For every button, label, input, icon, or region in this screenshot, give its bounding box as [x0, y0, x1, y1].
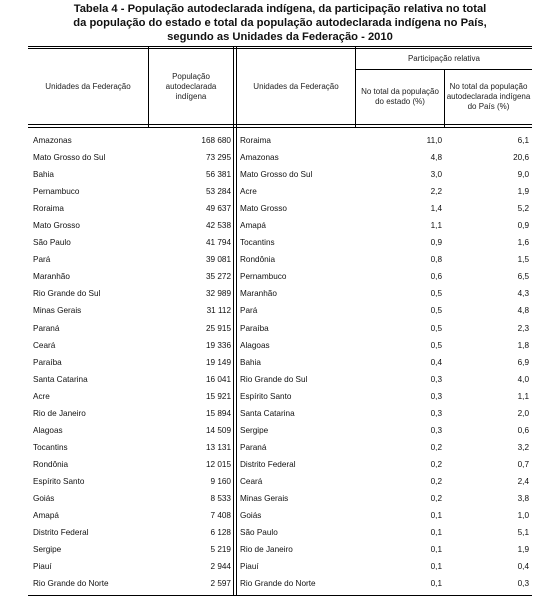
cell-uf2: Alagoas	[240, 340, 270, 350]
cell-estado: 0,2	[430, 493, 442, 503]
table-row	[0, 354, 560, 371]
cell-uf2: Sergipe	[240, 425, 269, 435]
cell-uf: Rondônia	[33, 459, 69, 469]
cell-pop: 25 915	[205, 323, 231, 333]
cell-estado: 0,3	[430, 391, 442, 401]
cell-pop: 7 408	[210, 511, 231, 521]
cell-uf2: Pará	[240, 306, 258, 316]
cell-estado: 4,8	[430, 153, 442, 163]
cell-uf: Maranhão	[33, 272, 70, 282]
table-row	[0, 320, 560, 337]
table-bottom-rule	[28, 595, 532, 596]
cell-estado: 0,5	[430, 340, 442, 350]
cell-pais: 20,6	[513, 153, 529, 163]
cell-estado: 0,2	[430, 459, 442, 469]
cell-pop: 73 295	[205, 153, 231, 163]
table-top-rule	[28, 46, 532, 47]
cell-estado: 0,1	[430, 562, 442, 572]
header-estado: No total da população do estado (%)	[361, 87, 439, 106]
cell-pais: 0,7	[517, 459, 529, 469]
cell-uf2: Distrito Federal	[240, 459, 296, 469]
cell-pais: 9,0	[517, 170, 529, 180]
cell-uf: Roraima	[33, 204, 64, 214]
cell-uf2: Paraná	[240, 442, 267, 452]
cell-uf2: Santa Catarina	[240, 408, 295, 418]
cell-pais: 0,6	[517, 425, 529, 435]
cell-uf2: Rio Grande do Sul	[240, 374, 308, 384]
table-row	[0, 183, 560, 200]
header-populacao: População autodeclarada indígena	[165, 71, 217, 101]
cell-estado: 0,6	[430, 272, 442, 282]
cell-uf: Paraná	[33, 323, 60, 333]
table-row	[0, 524, 560, 541]
cell-pop: 6 128	[210, 528, 231, 538]
cell-uf: Ceará	[33, 340, 56, 350]
cell-estado: 0,5	[430, 323, 442, 333]
cell-uf: Mato Grosso do Sul	[33, 153, 106, 163]
table-row	[0, 507, 560, 524]
cell-uf2: Maranhão	[240, 289, 277, 299]
cell-pop: 53 284	[205, 187, 231, 197]
cell-uf2: Amapá	[240, 221, 266, 231]
cell-uf2: Espírito Santo	[240, 391, 292, 401]
table-row	[0, 405, 560, 422]
header-uf-right: Unidades da Federação	[253, 81, 339, 91]
cell-estado: 0,4	[430, 357, 442, 367]
table-row	[0, 251, 560, 268]
cell-pais: 4,8	[517, 306, 529, 316]
cell-uf: Amazonas	[33, 136, 72, 145]
table-title	[0, 2, 560, 44]
cell-pop: 41 794	[205, 238, 231, 248]
cell-pop: 19 149	[205, 357, 231, 367]
cell-uf2: Amazonas	[240, 153, 279, 163]
table-row	[0, 234, 560, 251]
table-row	[0, 575, 560, 592]
table-row	[0, 371, 560, 388]
cell-uf: Goiás	[33, 493, 55, 503]
table-row	[0, 388, 560, 405]
header-participacao: Participação relativa	[407, 54, 481, 63]
table-row	[0, 337, 560, 354]
cell-pais: 2,4	[517, 476, 529, 486]
cell-pais: 0,9	[517, 221, 529, 231]
cell-estado: 0,5	[430, 306, 442, 316]
cell-uf2: Paraíba	[240, 323, 269, 333]
table-body	[0, 132, 560, 592]
cell-pais: 6,9	[517, 357, 529, 367]
cell-pop: 8 533	[210, 493, 231, 503]
title-line-3: segundo as Unidades da Federação - 2010	[167, 31, 393, 43]
cell-uf: Mato Grosso	[33, 221, 80, 231]
cell-estado: 0,1	[430, 511, 442, 521]
cell-uf: Rio Grande do Norte	[33, 579, 109, 589]
cell-pais: 6,1	[517, 136, 529, 145]
cell-pop: 31 112	[206, 306, 231, 316]
cell-estado: 2,2	[430, 187, 442, 197]
cell-estado: 1,1	[430, 221, 442, 231]
cell-uf: Amapá	[33, 511, 59, 521]
cell-uf: Piauí	[33, 562, 52, 572]
cell-uf2: Bahia	[240, 357, 261, 367]
title-line-1: Tabela 4 - População autodeclarada indígena, da participação relativa no total	[73, 3, 487, 15]
table-row	[0, 149, 560, 166]
cell-pop: 14 509	[205, 425, 231, 435]
cell-pais: 0,3	[517, 579, 529, 589]
cell-pais: 5,2	[517, 204, 529, 214]
cell-uf2: Roraima	[240, 136, 271, 145]
cell-uf2: Ceará	[240, 476, 263, 486]
cell-uf: Rio de Janeiro	[33, 408, 86, 418]
cell-estado: 0,3	[430, 425, 442, 435]
cell-pop: 15 894	[205, 408, 231, 418]
cell-uf: Santa Catarina	[33, 374, 88, 384]
table-row	[0, 473, 560, 490]
cell-uf: Tocantins	[33, 442, 68, 452]
cell-uf2: Rio Grande do Norte	[240, 579, 316, 589]
cell-pop: 49 637	[205, 204, 231, 214]
cell-pais: 0,4	[517, 562, 529, 572]
cell-uf: Rio Grande do Sul	[33, 289, 101, 299]
cell-estado: 0,2	[430, 442, 442, 452]
cell-pais: 3,2	[517, 442, 529, 452]
cell-uf: Paraíba	[33, 357, 62, 367]
title-line-2: da população do estado e total da população autodeclarada indígena no País,	[73, 17, 487, 29]
cell-uf: Distrito Federal	[33, 528, 89, 538]
table-row	[0, 268, 560, 285]
table-row	[0, 166, 560, 183]
cell-uf2: São Paulo	[240, 528, 278, 538]
table-row	[0, 302, 560, 319]
table-row	[0, 558, 560, 575]
cell-pop: 42 538	[205, 221, 231, 231]
cell-pais: 5,1	[517, 528, 529, 538]
cell-pop: 15 921	[205, 391, 231, 401]
cell-estado: 11,0	[426, 136, 442, 145]
cell-pop: 39 081	[205, 255, 231, 265]
cell-pais: 2,3	[517, 323, 529, 333]
table-row	[0, 490, 560, 507]
header-bottom-rule-double	[28, 127, 532, 128]
cell-uf: São Paulo	[33, 238, 71, 248]
cell-pais: 1,9	[517, 187, 529, 197]
cell-pop: 13 131	[205, 442, 231, 452]
cell-estado: 0,2	[430, 476, 442, 486]
cell-pop: 19 336	[205, 340, 231, 350]
cell-pais: 4,3	[517, 289, 529, 299]
table-row	[0, 541, 560, 558]
header-bottom-rule	[28, 124, 532, 125]
cell-pop: 168 680	[201, 136, 231, 145]
cell-uf: Pará	[33, 255, 51, 265]
cell-uf2: Rio de Janeiro	[240, 545, 293, 555]
cell-pais: 6,5	[517, 272, 529, 282]
table-row	[0, 285, 560, 302]
cell-uf2: Minas Gerais	[240, 493, 289, 503]
cell-uf2: Rondônia	[240, 255, 276, 265]
cell-pop: 16 041	[205, 374, 231, 384]
cell-uf: Acre	[33, 391, 50, 401]
cell-pop: 12 015	[205, 459, 231, 469]
cell-pop: 2 944	[210, 562, 231, 572]
cell-uf2: Acre	[240, 187, 257, 197]
table-row	[0, 439, 560, 456]
cell-uf2: Mato Grosso	[240, 204, 287, 214]
cell-estado: 0,9	[430, 238, 442, 248]
table-row	[0, 217, 560, 234]
cell-uf2: Goiás	[240, 511, 262, 521]
cell-pop: 2 597	[210, 579, 231, 589]
cell-pais: 1,5	[517, 255, 529, 265]
cell-pais: 1,0	[517, 511, 529, 521]
cell-pais: 2,0	[517, 408, 529, 418]
cell-pais: 1,8	[517, 340, 529, 350]
cell-estado: 0,8	[430, 255, 442, 265]
table-row	[0, 132, 560, 149]
cell-pais: 3,8	[517, 493, 529, 503]
cell-uf2: Pernambuco	[240, 272, 287, 282]
cell-pop: 32 989	[205, 289, 231, 299]
table-row	[0, 200, 560, 217]
cell-estado: 0,1	[430, 528, 442, 538]
cell-uf2: Piauí	[240, 562, 259, 572]
cell-estado: 0,3	[430, 374, 442, 384]
cell-pop: 9 160	[210, 476, 231, 486]
cell-uf: Minas Gerais	[33, 306, 82, 316]
cell-uf: Bahia	[33, 170, 54, 180]
cell-uf: Espírito Santo	[33, 476, 85, 486]
cell-uf2: Mato Grosso do Sul	[240, 170, 313, 180]
cell-pais: 1,6	[517, 238, 529, 248]
cell-pop: 35 272	[205, 272, 231, 282]
cell-uf: Pernambuco	[33, 187, 80, 197]
cell-estado: 1,4	[430, 204, 442, 214]
header-uf-left: Unidades da Federação	[45, 81, 131, 91]
cell-pop: 5 219	[210, 545, 231, 555]
cell-pais: 4,0	[517, 374, 529, 384]
cell-pais: 1,1	[517, 391, 529, 401]
cell-estado: 0,3	[430, 408, 442, 418]
cell-uf: Sergipe	[33, 545, 62, 555]
table-row	[0, 422, 560, 439]
cell-uf: Alagoas	[33, 425, 63, 435]
cell-estado: 0,1	[430, 545, 442, 555]
cell-estado: 0,1	[430, 579, 442, 589]
cell-uf2: Tocantins	[240, 238, 275, 248]
cell-estado: 0,5	[430, 289, 442, 299]
header-pais: No total da população autodeclarada indígena do País (%)	[446, 82, 531, 111]
cell-estado: 3,0	[430, 170, 442, 180]
table-row	[0, 456, 560, 473]
cell-pop: 56 381	[205, 170, 231, 180]
cell-pais: 1,9	[517, 545, 529, 555]
